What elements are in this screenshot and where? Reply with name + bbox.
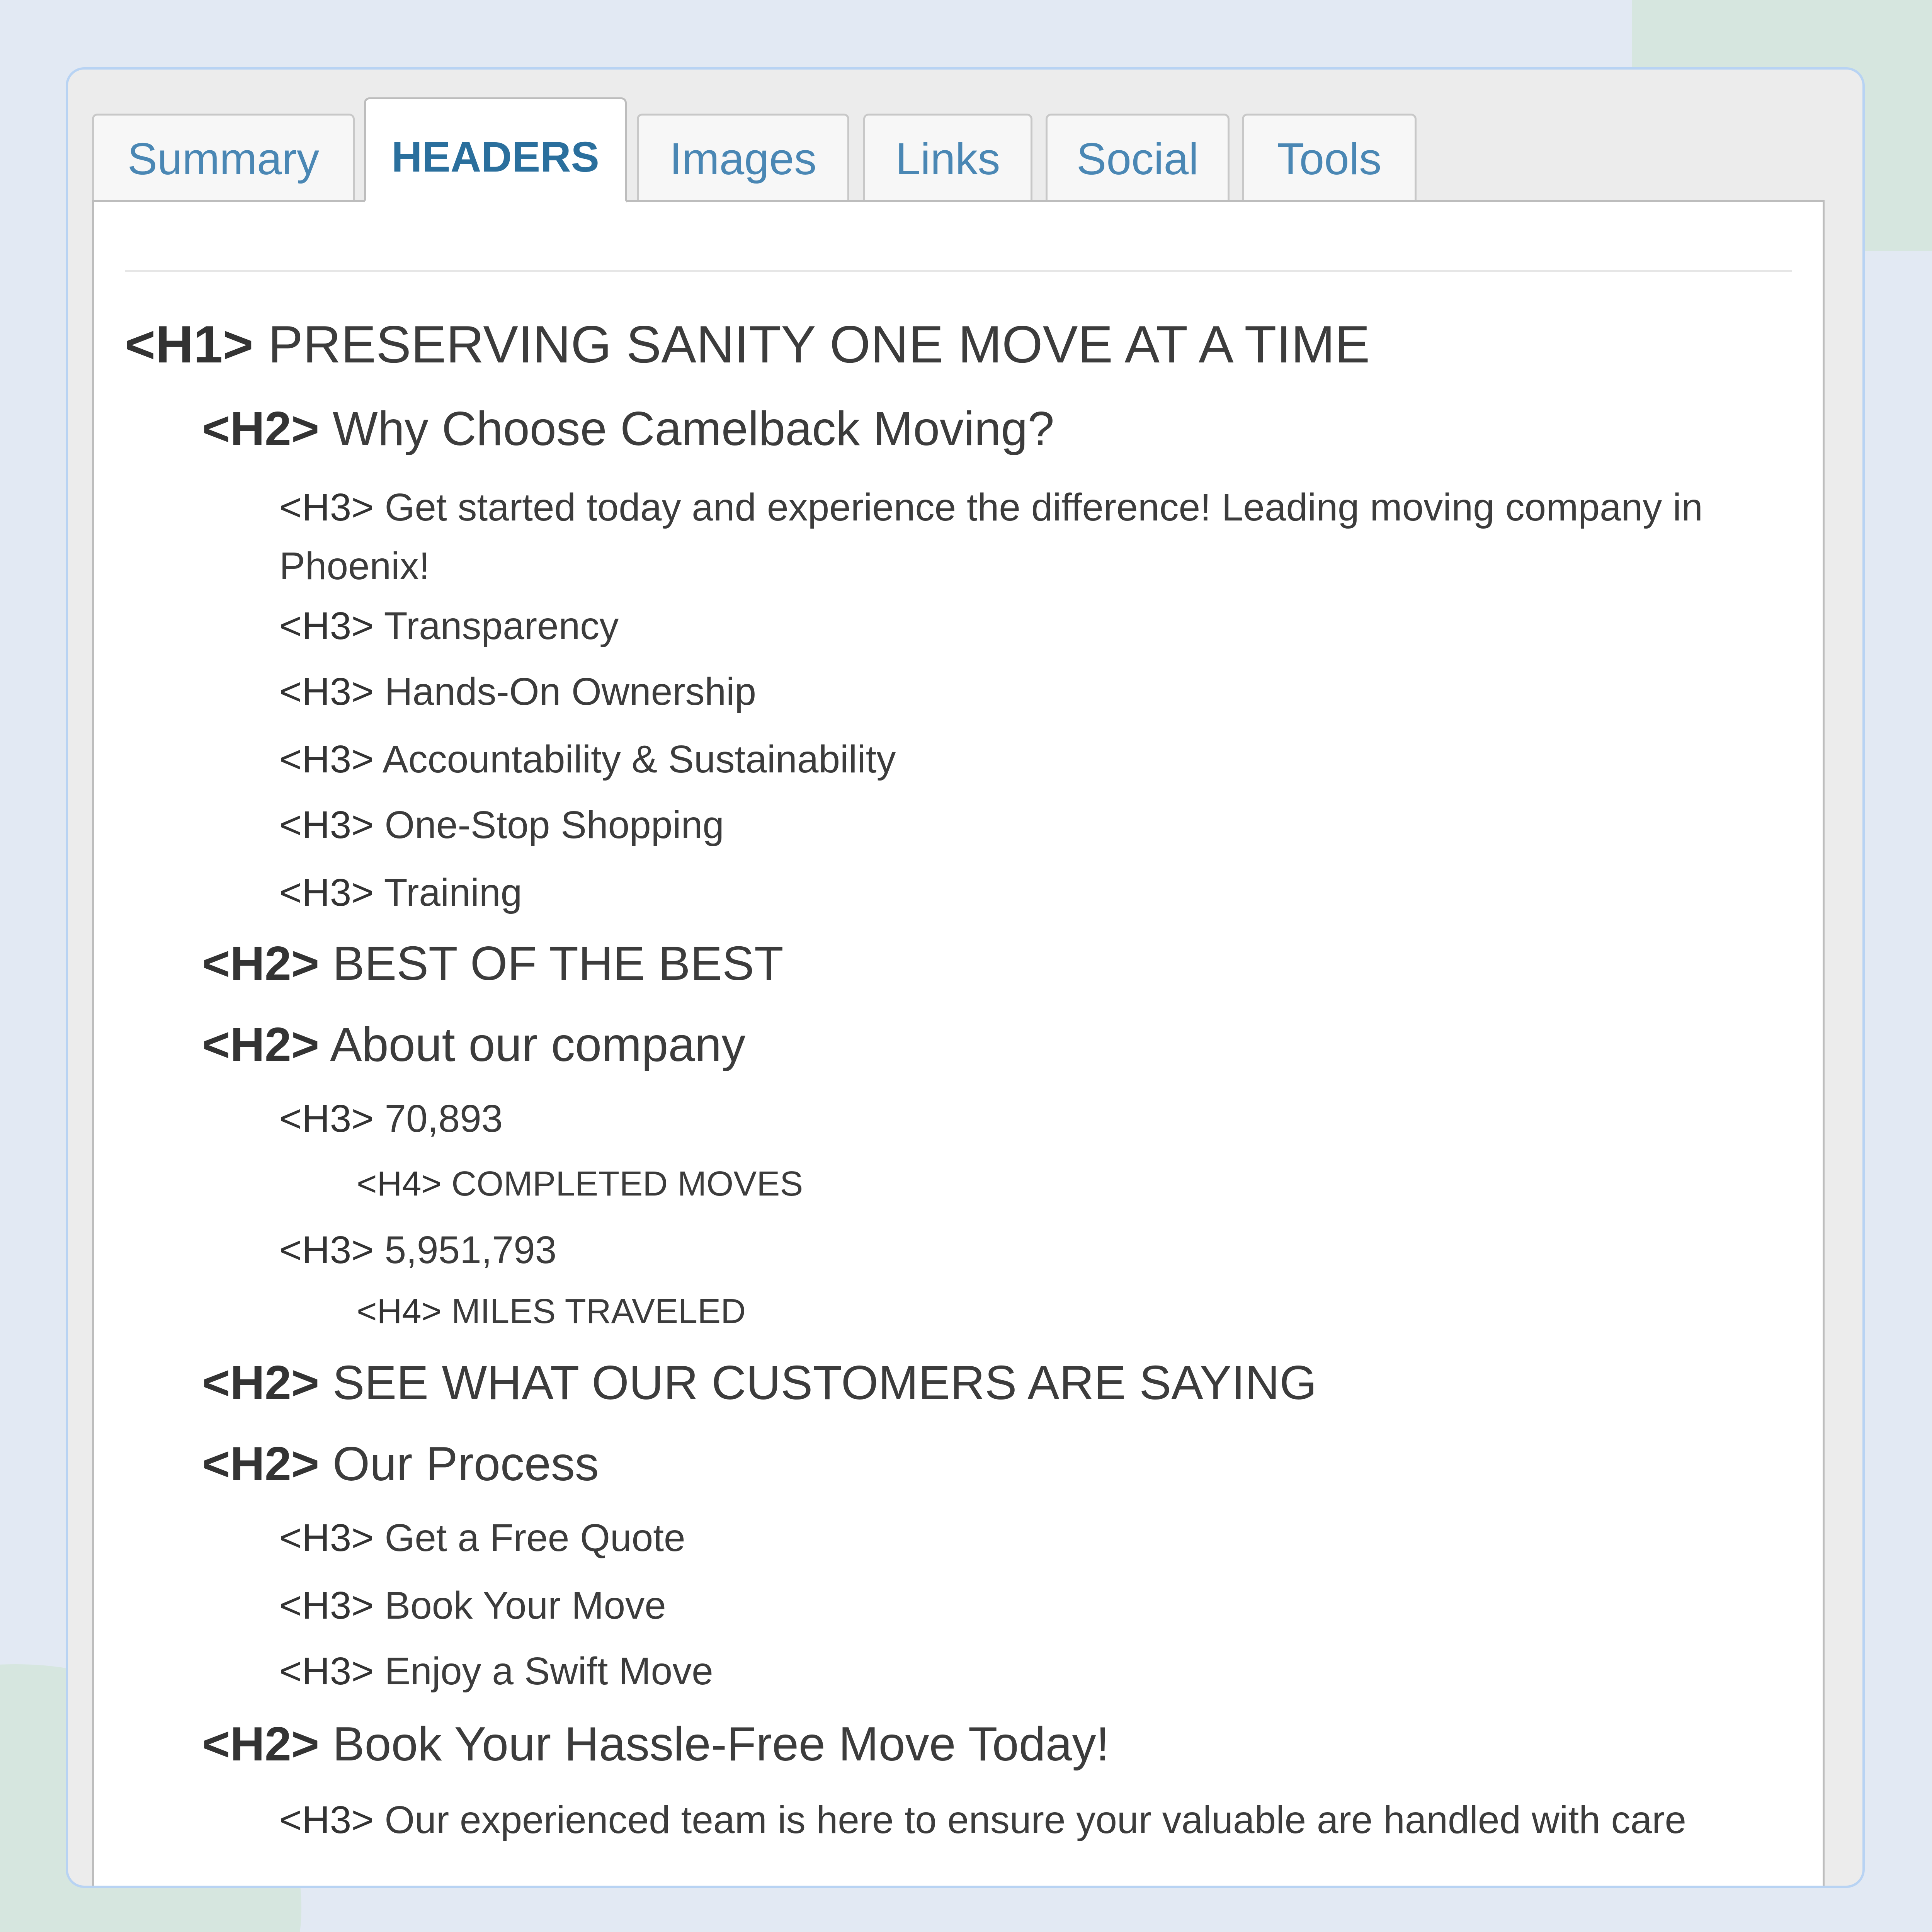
tab-links[interactable]: Links [863, 114, 1032, 200]
header-tag: <H3> [279, 1097, 374, 1140]
header-text: Transparency [384, 604, 619, 648]
header-text: 5,951,793 [384, 1228, 557, 1272]
header-tag: <H3> [279, 1516, 374, 1560]
header-text: PRESERVING SANITY ONE MOVE AT A TIME [268, 315, 1370, 374]
header-text: Training [384, 871, 522, 914]
header-text: Get started today and experience the difference! Leading moving company in Phoenix! [279, 486, 1703, 588]
header-text: One-Stop Shopping [384, 803, 724, 847]
header-tag: <H3> [279, 738, 374, 781]
header-tag: <H3> [279, 1584, 374, 1627]
tab-social[interactable]: Social [1046, 114, 1230, 200]
tab-summary[interactable]: Summary [92, 114, 355, 200]
header-tag: <H3> [279, 1228, 374, 1272]
header-tag: <H2> [202, 1356, 320, 1410]
header-h3 [279, 1649, 713, 1694]
header-h3 [279, 1516, 685, 1560]
seo-extension-panel [66, 67, 1865, 1888]
header-text: MILES TRAVELED [451, 1292, 746, 1331]
header-h3 [279, 737, 896, 782]
header-text: COMPLETED MOVES [451, 1165, 803, 1203]
header-tag: <H3> [279, 1650, 374, 1693]
header-tag: <H3> [279, 604, 374, 648]
header-text: SEE WHAT OUR CUSTOMERS ARE SAYING [332, 1356, 1317, 1410]
header-tag: <H2> [202, 937, 320, 990]
header-tag: <H3> [279, 871, 374, 914]
header-text: BEST OF THE BEST [332, 937, 784, 990]
header-text: Enjoy a Swift Move [384, 1650, 713, 1693]
tab-headers[interactable]: HEADERS [364, 97, 627, 202]
header-tag: <H4> [357, 1165, 442, 1203]
header-text: Accountability & Sustainability [382, 738, 896, 781]
header-h3 [279, 604, 619, 648]
header-tag: <H3> [279, 486, 374, 529]
header-tag: <H1> [125, 315, 253, 374]
header-h3 [279, 670, 756, 714]
header-text: Our Process [332, 1437, 599, 1491]
tab-tools[interactable]: Tools [1242, 114, 1417, 200]
header-text: Our experienced team is here to ensure your valuable are handled with care [384, 1798, 1687, 1842]
header-text: Book Your Hassle-Free Move Today! [332, 1718, 1110, 1771]
header-text: Hands-On Ownership [384, 670, 756, 713]
header-h3 [279, 803, 724, 847]
header-h2 [202, 1717, 1109, 1772]
header-h1 [125, 314, 1370, 374]
header-h3 [279, 478, 1810, 595]
header-h2 [202, 1437, 599, 1492]
header-h2 [202, 1017, 745, 1072]
header-tag: <H2> [202, 1018, 320, 1071]
header-h3 [279, 1228, 556, 1272]
header-text: About our company [330, 1018, 746, 1071]
header-tag: <H3> [279, 1798, 374, 1842]
header-h2 [202, 1355, 1317, 1410]
header-h3 [279, 871, 522, 915]
header-tag: <H2> [202, 1718, 320, 1771]
header-text: Why Choose Camelback Moving? [332, 402, 1054, 456]
header-h3 [279, 1798, 1686, 1842]
header-tag: <H3> [279, 670, 374, 713]
header-tag: <H2> [202, 402, 320, 456]
tab-images[interactable]: Images [637, 114, 849, 200]
header-text: Get a Free Quote [384, 1516, 685, 1560]
header-tag: <H2> [202, 1437, 320, 1491]
divider [125, 270, 1792, 272]
header-h4 [357, 1292, 746, 1332]
header-text: 70,893 [384, 1097, 503, 1140]
header-h3 [279, 1097, 503, 1141]
header-h4 [357, 1164, 803, 1204]
header-h2 [202, 401, 1054, 456]
header-tag: <H4> [357, 1292, 442, 1331]
header-h3 [279, 1583, 666, 1628]
tab-bar [92, 97, 1865, 200]
header-h2 [202, 936, 784, 991]
header-text: Book Your Move [384, 1584, 666, 1627]
headers-content-area[interactable] [92, 200, 1825, 1888]
header-tag: <H3> [279, 803, 374, 847]
